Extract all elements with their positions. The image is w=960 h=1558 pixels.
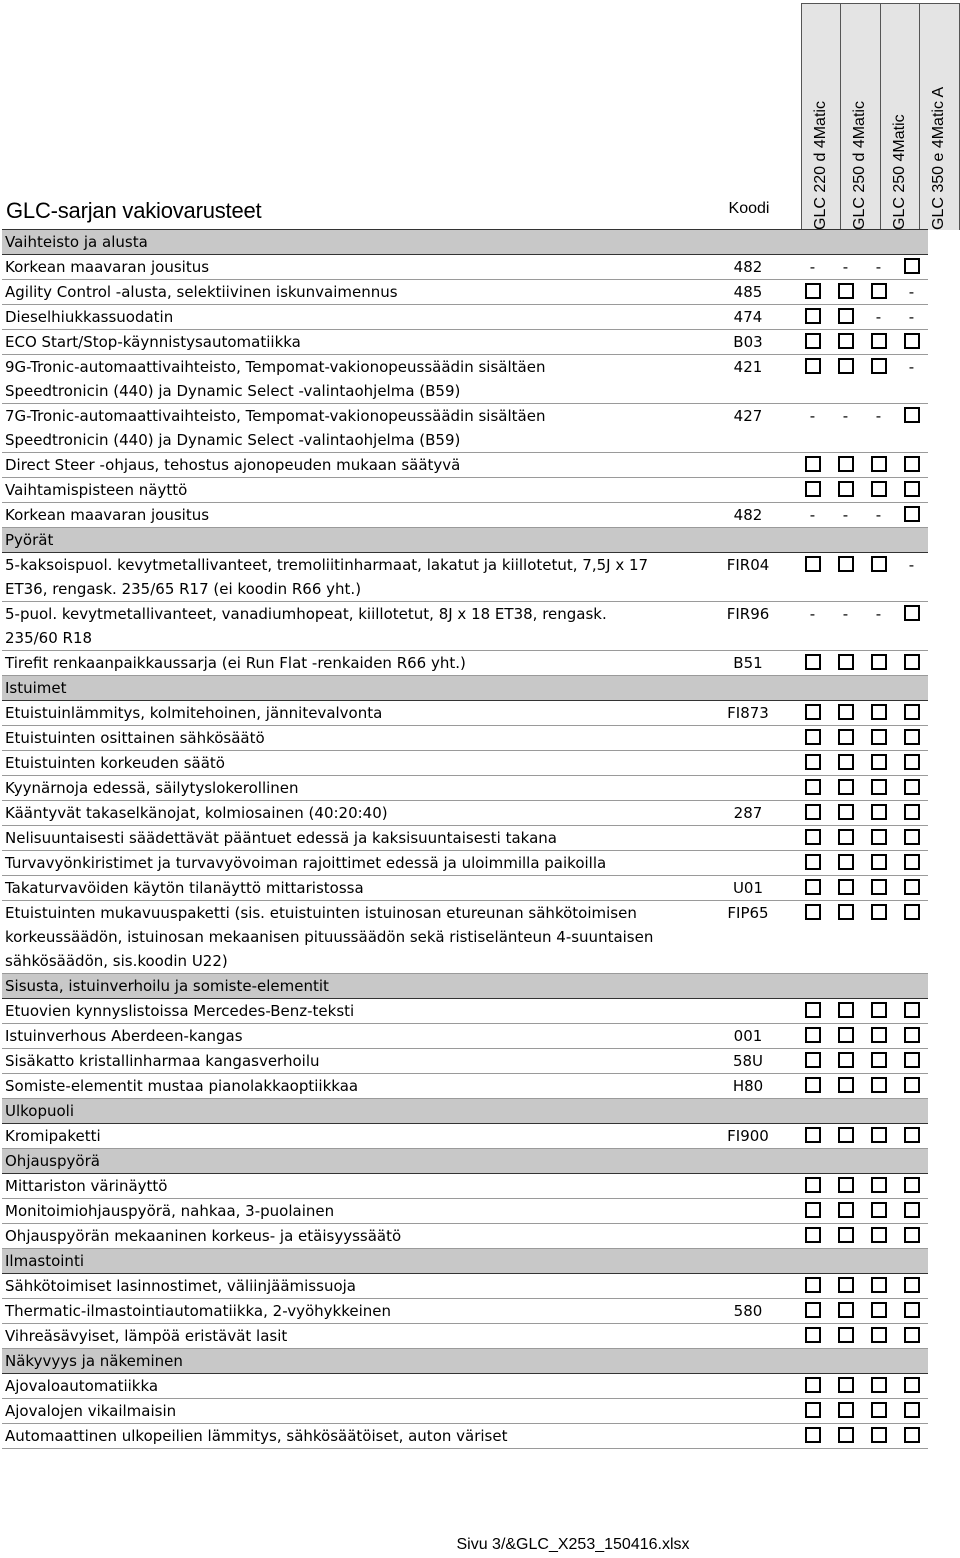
- row-description: Vaihtamispisteen näyttö: [5, 481, 188, 499]
- table-row: [2, 651, 928, 676]
- row-description: Monitoimiohjauspyörä, nahkaa, 3-puolainen: [5, 1202, 335, 1220]
- standard-checkbox-icon: [904, 729, 920, 745]
- row-code: 427: [700, 404, 796, 453]
- row-description: Etuovien kynnyslistoissa Mercedes-Benz-teksti: [5, 1002, 355, 1020]
- equipment-table: [2, 229, 928, 1449]
- row-description: 7G-Tronic-automaattivaihteisto, Tempomat-vakionopeussäädin sisältäen Speedtronicin (440) ja Dynamic Select -valintaohjelma (B59): [5, 407, 546, 449]
- table-row: [2, 1174, 928, 1199]
- standard-checkbox-icon: [904, 704, 920, 720]
- standard-checkbox-icon: [904, 1077, 920, 1093]
- row-description: Sisäkatto kristallinharmaa kangasverhoilu: [5, 1052, 320, 1070]
- table-row: [2, 1049, 928, 1074]
- section-header: [2, 528, 928, 553]
- table-row: [2, 726, 928, 751]
- table-row: [2, 826, 928, 851]
- table-row: [2, 999, 928, 1024]
- table-row: [2, 851, 928, 876]
- standard-checkbox-icon: [805, 854, 821, 870]
- standard-checkbox-icon: [805, 1227, 821, 1243]
- row-code: FIP65: [700, 901, 796, 974]
- standard-checkbox-icon: [838, 283, 854, 299]
- standard-checkbox-icon: [805, 1327, 821, 1343]
- standard-checkbox-icon: [871, 1177, 887, 1193]
- standard-checkbox-icon: [904, 333, 920, 349]
- not-available-mark: -: [809, 506, 816, 524]
- standard-checkbox-icon: [805, 904, 821, 920]
- not-available-mark: -: [842, 506, 849, 524]
- row-code: H80: [700, 1074, 796, 1099]
- standard-checkbox-icon: [904, 1052, 920, 1068]
- row-description: Nelisuuntaisesti säädettävät pääntuet edessä ja kaksisuuntaisesti takana: [5, 829, 557, 847]
- row-description: Automaattinen ulkopeilien lämmitys, sähkösäätöiset, auton väriset: [5, 1427, 508, 1445]
- standard-checkbox-icon: [871, 1402, 887, 1418]
- standard-checkbox-icon: [805, 333, 821, 349]
- standard-checkbox-icon: [805, 754, 821, 770]
- section-title: Ohjauspyörä: [2, 1149, 700, 1174]
- model-header-3: [880, 3, 920, 230]
- standard-checkbox-icon: [871, 358, 887, 374]
- standard-checkbox-icon: [805, 1277, 821, 1293]
- table-row: [2, 404, 928, 453]
- row-code: 001: [700, 1024, 796, 1049]
- standard-checkbox-icon: [871, 1127, 887, 1143]
- row-code: [700, 851, 796, 876]
- code-column-header: Koodi: [728, 200, 770, 217]
- model-header-4: [919, 3, 960, 230]
- standard-checkbox-icon: [805, 704, 821, 720]
- standard-checkbox-icon: [871, 1302, 887, 1318]
- standard-checkbox-icon: [871, 1327, 887, 1343]
- table-row: [2, 801, 928, 826]
- row-description: Korkean maavaran jousitus: [5, 258, 210, 276]
- row-description: Dieselhiukkassuodatin: [5, 308, 174, 326]
- section-title: Ilmastointi: [2, 1249, 700, 1274]
- row-description: Tirefit renkaanpaikkaussarja (ei Run Flat -renkaiden R66 yht.): [5, 654, 466, 672]
- standard-checkbox-icon: [871, 481, 887, 497]
- table-row: [2, 1074, 928, 1099]
- row-code: 482: [700, 503, 796, 528]
- table-row: [2, 1224, 928, 1249]
- table-row: [2, 355, 928, 404]
- standard-checkbox-icon: [871, 333, 887, 349]
- not-available-mark: -: [875, 605, 882, 623]
- model-label: GLC 350 e 4Matic A: [929, 86, 947, 230]
- table-row: [2, 453, 928, 478]
- model-header-1: [801, 3, 841, 230]
- section-title: Näkyvyys ja näkeminen: [2, 1349, 700, 1374]
- standard-checkbox-icon: [871, 1202, 887, 1218]
- standard-checkbox-icon: [838, 1002, 854, 1018]
- table-row: [2, 876, 928, 901]
- table-row: [2, 1124, 928, 1149]
- standard-checkbox-icon: [871, 456, 887, 472]
- table-row: [2, 1374, 928, 1399]
- row-description: Kromipaketti: [5, 1127, 101, 1145]
- standard-checkbox-icon: [904, 904, 920, 920]
- section-title: Pyörät: [2, 528, 700, 553]
- row-code: [700, 1324, 796, 1349]
- row-code: [700, 776, 796, 801]
- standard-checkbox-icon: [871, 654, 887, 670]
- table-row: [2, 1299, 928, 1324]
- section-title: Sisusta, istuinverhoilu ja somiste-elementit: [2, 974, 700, 999]
- row-description: Ajovaloautomatiikka: [5, 1377, 159, 1395]
- standard-checkbox-icon: [838, 704, 854, 720]
- standard-checkbox-icon: [805, 1127, 821, 1143]
- table-row: [2, 701, 928, 726]
- standard-checkbox-icon: [805, 1002, 821, 1018]
- not-available-mark: -: [842, 258, 849, 276]
- standard-checkbox-icon: [838, 1377, 854, 1393]
- row-code: FIR96: [700, 602, 796, 651]
- standard-checkbox-icon: [838, 854, 854, 870]
- not-available-mark: -: [908, 556, 915, 574]
- standard-checkbox-icon: [904, 605, 920, 621]
- table-row: [2, 255, 928, 280]
- table-row: [2, 553, 928, 602]
- standard-checkbox-icon: [871, 1227, 887, 1243]
- standard-checkbox-icon: [838, 1202, 854, 1218]
- row-code: [700, 1399, 796, 1424]
- row-code: [700, 478, 796, 503]
- standard-checkbox-icon: [805, 308, 821, 324]
- standard-checkbox-icon: [805, 879, 821, 895]
- section-header: [2, 230, 928, 255]
- not-available-mark: -: [908, 308, 915, 326]
- standard-checkbox-icon: [805, 804, 821, 820]
- standard-checkbox-icon: [805, 556, 821, 572]
- standard-checkbox-icon: [904, 829, 920, 845]
- row-description: Somiste-elementit mustaa pianolakkaoptiikkaa: [5, 1077, 359, 1095]
- section-header: [2, 1349, 928, 1374]
- standard-checkbox-icon: [838, 829, 854, 845]
- standard-checkbox-icon: [904, 1327, 920, 1343]
- table-row: [2, 751, 928, 776]
- row-code: [700, 1274, 796, 1299]
- model-header-2: [840, 3, 880, 230]
- standard-checkbox-icon: [805, 358, 821, 374]
- model-label: GLC 250 4Matic: [890, 114, 908, 230]
- standard-checkbox-icon: [904, 481, 920, 497]
- standard-checkbox-icon: [871, 1027, 887, 1043]
- standard-checkbox-icon: [805, 481, 821, 497]
- standard-checkbox-icon: [904, 1202, 920, 1218]
- standard-checkbox-icon: [805, 829, 821, 845]
- row-description: Mittariston värinäyttö: [5, 1177, 168, 1195]
- standard-checkbox-icon: [838, 879, 854, 895]
- row-description: Etuistuinten osittainen sähkösäätö: [5, 729, 265, 747]
- row-code: [700, 1224, 796, 1249]
- table-row: [2, 478, 928, 503]
- row-code: U01: [700, 876, 796, 901]
- table-row: [2, 901, 928, 974]
- standard-checkbox-icon: [838, 308, 854, 324]
- row-code: B03: [700, 330, 796, 355]
- row-description: ECO Start/Stop-käynnistysautomatiikka: [5, 333, 301, 351]
- table-row: [2, 776, 928, 801]
- row-code: [700, 751, 796, 776]
- row-code: 474: [700, 305, 796, 330]
- standard-checkbox-icon: [838, 1327, 854, 1343]
- row-code: B51: [700, 651, 796, 676]
- standard-checkbox-icon: [904, 1127, 920, 1143]
- table-row: [2, 330, 928, 355]
- standard-checkbox-icon: [805, 779, 821, 795]
- row-description: Sähkötoimiset lasinnostimet, väliinjäämissuoja: [5, 1277, 356, 1295]
- row-code: FIR04: [700, 553, 796, 602]
- standard-checkbox-icon: [904, 754, 920, 770]
- row-code: [700, 826, 796, 851]
- standard-checkbox-icon: [805, 729, 821, 745]
- standard-checkbox-icon: [805, 1027, 821, 1043]
- section-title: Ulkopuoli: [2, 1099, 700, 1124]
- model-label: GLC 250 d 4Matic: [850, 101, 868, 230]
- standard-checkbox-icon: [871, 1052, 887, 1068]
- table-row: [2, 280, 928, 305]
- standard-checkbox-icon: [871, 283, 887, 299]
- row-code: [700, 1374, 796, 1399]
- table-row: [2, 1324, 928, 1349]
- row-description: 9G-Tronic-automaattivaihteisto, Tempomat-vakionopeussäädin sisältäen Speedtronicin (440) ja Dynamic Select -valintaohjelma (B59): [5, 358, 546, 400]
- not-available-mark: -: [809, 407, 816, 425]
- standard-checkbox-icon: [871, 879, 887, 895]
- standard-checkbox-icon: [904, 407, 920, 423]
- not-available-mark: -: [842, 407, 849, 425]
- row-description: Thermatic-ilmastointiautomatiikka, 2-vyöhykkeinen: [5, 1302, 392, 1320]
- not-available-mark: -: [809, 258, 816, 276]
- standard-checkbox-icon: [871, 829, 887, 845]
- standard-checkbox-icon: [805, 1402, 821, 1418]
- row-description: Turvavyönkiristimet ja turvavyövoiman rajoittimet edessä ja uloimmilla paikoilla: [5, 854, 607, 872]
- row-description: Kääntyvät takaselkänojat, kolmiosainen (40:20:40): [5, 804, 388, 822]
- standard-checkbox-icon: [805, 456, 821, 472]
- standard-checkbox-icon: [871, 1427, 887, 1443]
- standard-checkbox-icon: [871, 754, 887, 770]
- standard-checkbox-icon: [904, 506, 920, 522]
- section-header: [2, 1249, 928, 1274]
- not-available-mark: -: [908, 358, 915, 376]
- standard-checkbox-icon: [838, 654, 854, 670]
- not-available-mark: -: [908, 283, 915, 301]
- standard-checkbox-icon: [904, 1377, 920, 1393]
- standard-checkbox-icon: [838, 754, 854, 770]
- row-description: 5-kaksoispuol. kevytmetallivanteet, tremoliitinharmaat, lakatut ja kiillotetut, 7,5J x 17 ET36, rengask. 235/65 R17 (ei koodin R66 yht.): [5, 556, 649, 598]
- row-code: [700, 1174, 796, 1199]
- standard-checkbox-icon: [871, 1002, 887, 1018]
- standard-checkbox-icon: [805, 1177, 821, 1193]
- table-row: [2, 503, 928, 528]
- row-code: [700, 1199, 796, 1224]
- standard-checkbox-icon: [805, 283, 821, 299]
- standard-checkbox-icon: [904, 258, 920, 274]
- standard-checkbox-icon: [838, 779, 854, 795]
- section-title: Vaihteisto ja alusta: [2, 230, 700, 255]
- standard-checkbox-icon: [904, 1427, 920, 1443]
- table-row: [2, 1399, 928, 1424]
- standard-checkbox-icon: [838, 358, 854, 374]
- row-description: Korkean maavaran jousitus: [5, 506, 210, 524]
- standard-checkbox-icon: [838, 1427, 854, 1443]
- standard-checkbox-icon: [838, 904, 854, 920]
- standard-checkbox-icon: [805, 1202, 821, 1218]
- standard-checkbox-icon: [871, 729, 887, 745]
- standard-checkbox-icon: [871, 556, 887, 572]
- row-description: Ajovalojen vikailmaisin: [5, 1402, 177, 1420]
- page-footer: Sivu 3/&GLC_X253_150416.xlsx: [456, 1536, 690, 1553]
- not-available-mark: -: [875, 308, 882, 326]
- standard-checkbox-icon: [838, 1127, 854, 1143]
- row-description: Kyynärnoja edessä, säilytyslokerollinen: [5, 779, 299, 797]
- section-header: [2, 676, 928, 701]
- section-title: Istuimet: [2, 676, 700, 701]
- row-description: Vihreäsävyiset, lämpöä eristävät lasit: [5, 1327, 288, 1345]
- row-description: Direct Steer -ohjaus, tehostus ajonopeuden mukaan säätyvä: [5, 456, 461, 474]
- page-title: GLC-sarjan vakiovarusteet: [6, 198, 262, 223]
- row-code: FI873: [700, 701, 796, 726]
- not-available-mark: -: [875, 407, 882, 425]
- standard-checkbox-icon: [904, 1177, 920, 1193]
- row-description: Etuistuinlämmitys, kolmitehoinen, jännitevalvonta: [5, 704, 383, 722]
- standard-checkbox-icon: [838, 1302, 854, 1318]
- row-code: 421: [700, 355, 796, 404]
- standard-checkbox-icon: [805, 1077, 821, 1093]
- not-available-mark: -: [809, 605, 816, 623]
- row-code: [700, 1424, 796, 1449]
- standard-checkbox-icon: [871, 854, 887, 870]
- standard-checkbox-icon: [904, 779, 920, 795]
- row-description: Istuinverhous Aberdeen-kangas: [5, 1027, 243, 1045]
- row-code: 287: [700, 801, 796, 826]
- section-header: [2, 1099, 928, 1124]
- standard-checkbox-icon: [904, 854, 920, 870]
- row-code: FI900: [700, 1124, 796, 1149]
- standard-checkbox-icon: [904, 456, 920, 472]
- not-available-mark: -: [842, 605, 849, 623]
- standard-checkbox-icon: [871, 804, 887, 820]
- table-row: [2, 602, 928, 651]
- model-label: GLC 220 d 4Matic: [811, 101, 829, 230]
- standard-checkbox-icon: [838, 333, 854, 349]
- standard-checkbox-icon: [805, 1427, 821, 1443]
- standard-checkbox-icon: [838, 481, 854, 497]
- standard-checkbox-icon: [904, 654, 920, 670]
- standard-checkbox-icon: [838, 729, 854, 745]
- standard-checkbox-icon: [904, 1302, 920, 1318]
- row-description: Ohjauspyörän mekaaninen korkeus- ja etäisyyssäätö: [5, 1227, 402, 1245]
- row-code: 58U: [700, 1049, 796, 1074]
- standard-checkbox-icon: [871, 1277, 887, 1293]
- standard-checkbox-icon: [904, 1227, 920, 1243]
- row-description: Agility Control -alusta, selektiivinen iskunvaimennus: [5, 283, 398, 301]
- section-header: [2, 974, 928, 999]
- standard-checkbox-icon: [838, 556, 854, 572]
- standard-checkbox-icon: [904, 1277, 920, 1293]
- standard-checkbox-icon: [904, 804, 920, 820]
- table-row: [2, 1274, 928, 1299]
- standard-checkbox-icon: [838, 1027, 854, 1043]
- not-available-mark: -: [875, 258, 882, 276]
- row-code: [700, 726, 796, 751]
- standard-checkbox-icon: [838, 456, 854, 472]
- standard-checkbox-icon: [871, 1377, 887, 1393]
- section-header: [2, 1149, 928, 1174]
- table-row: [2, 1199, 928, 1224]
- row-code: 482: [700, 255, 796, 280]
- standard-checkbox-icon: [871, 904, 887, 920]
- standard-checkbox-icon: [805, 1052, 821, 1068]
- standard-checkbox-icon: [805, 1377, 821, 1393]
- row-description: Etuistuinten korkeuden säätö: [5, 754, 225, 772]
- standard-checkbox-icon: [838, 1277, 854, 1293]
- table-row: [2, 1424, 928, 1449]
- standard-checkbox-icon: [838, 804, 854, 820]
- standard-checkbox-icon: [838, 1227, 854, 1243]
- row-code: [700, 453, 796, 478]
- standard-checkbox-icon: [904, 1002, 920, 1018]
- standard-checkbox-icon: [904, 1027, 920, 1043]
- not-available-mark: -: [875, 506, 882, 524]
- row-description: Takaturvavöiden käytön tilanäyttö mittaristossa: [5, 879, 364, 897]
- standard-checkbox-icon: [871, 704, 887, 720]
- table-row: [2, 1024, 928, 1049]
- standard-checkbox-icon: [838, 1177, 854, 1193]
- standard-checkbox-icon: [805, 654, 821, 670]
- standard-checkbox-icon: [838, 1402, 854, 1418]
- standard-checkbox-icon: [838, 1077, 854, 1093]
- row-description: 5-puol. kevytmetallivanteet, vanadiumhopeat, kiillotetut, 8J x 18 ET38, rengask. 235/60 R18: [5, 605, 607, 647]
- standard-checkbox-icon: [838, 1052, 854, 1068]
- standard-checkbox-icon: [871, 779, 887, 795]
- standard-checkbox-icon: [871, 1077, 887, 1093]
- row-code: 485: [700, 280, 796, 305]
- standard-checkbox-icon: [904, 1402, 920, 1418]
- row-code: 580: [700, 1299, 796, 1324]
- row-code: [700, 999, 796, 1024]
- standard-checkbox-icon: [805, 1302, 821, 1318]
- row-description: Etuistuinten mukavuuspaketti (sis. etuistuinten istuinosan etureunan sähkötoimisen korkeussäädön, istuinosan mekaanisen pituussäädön sekä ristiselänteun 4-suuntaisen sähkösäädön, sis.koodin U22): [5, 904, 654, 970]
- standard-checkbox-icon: [904, 879, 920, 895]
- table-row: [2, 305, 928, 330]
